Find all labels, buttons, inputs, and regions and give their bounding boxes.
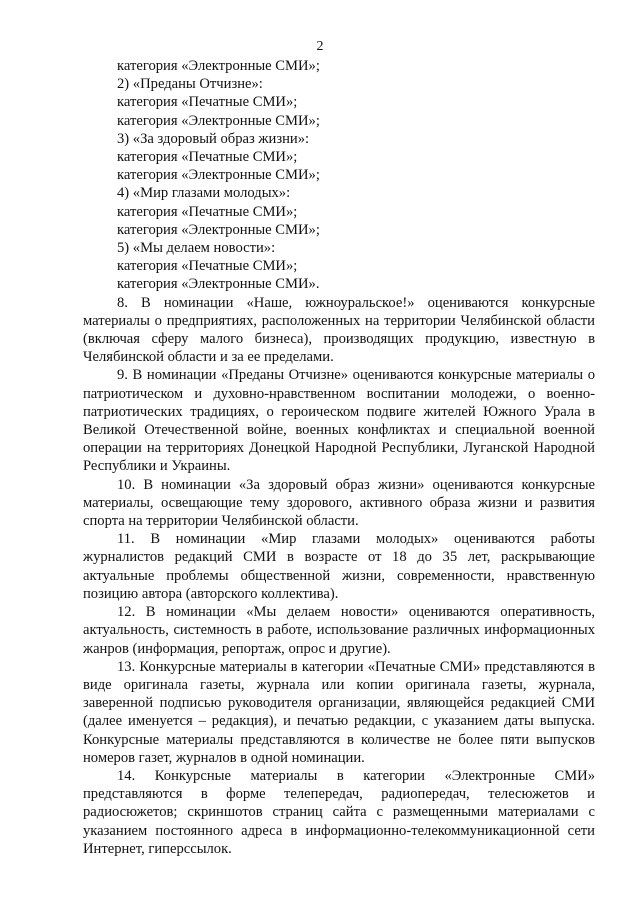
list-line: категория «Электронные СМИ»;	[117, 58, 320, 74]
paragraph-12: 12. В номинации «Мы делаем новости» оцениваются оперативность, актуальность, системность в работе, использование различных информационных жанров (информация, репортаж, опрос и другие).	[83, 604, 595, 657]
list-line: 4) «Мир глазами молодых»:	[117, 185, 291, 202]
list-line: 5) «Мы делаем новости»:	[117, 240, 276, 257]
paragraph-13: 13. Конкурсные материалы в категории «Печатные СМИ» представляются в виде оригинала газеты, журнала или копии оригинала газеты, журнала, заверенной подписью руководителя организации, являющейся редакцией СМИ (далее именуется – редакция), и печатью редакции, с указанием даты выпуска. Конкурсные материалы представляются в количестве не более пяти выпусков номеров газет, журналов в одной номинации.	[83, 658, 595, 766]
list-line: 3) «За здоровый образ жизни»:	[117, 130, 310, 147]
page-number: 2	[316, 39, 324, 54]
list-line: категория «Печатные СМИ»;	[117, 94, 298, 111]
list-line: категория «Электронные СМИ»;	[117, 112, 320, 129]
paragraph-10: 10. В номинации «За здоровый образ жизни» оцениваются конкурсные материалы, освещающие тему здорового, активного образа жизни и развития спорта на территории Челябинской области.	[83, 476, 595, 530]
list-line: категория «Печатные СМИ»;	[117, 149, 298, 166]
paragraph-11: 11. В номинации «Мир глазами молодых» оцениваются работы журналистов редакций СМИ в возрасте от 18 до 35 лет, раскрывающие актуальные проблемы общественной жизни, современности, нравственную позицию автора (авторского коллектива).	[83, 531, 595, 602]
document-body	[83, 57, 595, 858]
list-line: категория «Электронные СМИ»;	[117, 221, 320, 238]
paragraph-8: 8. В номинации «Наше, южноуральское!» оцениваются конкурсные материалы о предприятиях, расположенных на территории Челябинской области (включая сферу малого бизнеса), производящих продукцию, известную в Челябинской области и за ее пределами.	[83, 294, 595, 366]
paragraph-9: 9. В номинации «Преданы Отчизне» оцениваются конкурсные материалы о патриотическом и духовно-нравственном воспитании молодежи, о военно-патриотических традициях, о героическом подвиге жителей Южного Урала в Великой Отечественной войне, военных конфликтах и специальной военной операции на территориях Донецкой Народной Республики, Луганской Народной Республики и Украины.	[83, 367, 595, 475]
paragraph-14: 14. Конкурсные материалы в категории «Электронные СМИ» представляются в форме телепередач, радиопередач, телесюжетов и радиосюжетов; скриншотов страниц сайта с размещенными материалами с указанием постоянного адреса в информационно-телекоммуникационной сети Интернет, гиперссылок.	[83, 767, 595, 857]
list-line: категория «Печатные СМИ»;	[117, 258, 298, 275]
list-line: 2) «Преданы Отчизне»:	[117, 76, 263, 93]
list-line: категория «Электронные СМИ»;	[117, 167, 320, 184]
list-line: категория «Электронные СМИ».	[117, 276, 320, 293]
list-line: категория «Печатные СМИ»;	[117, 203, 298, 220]
